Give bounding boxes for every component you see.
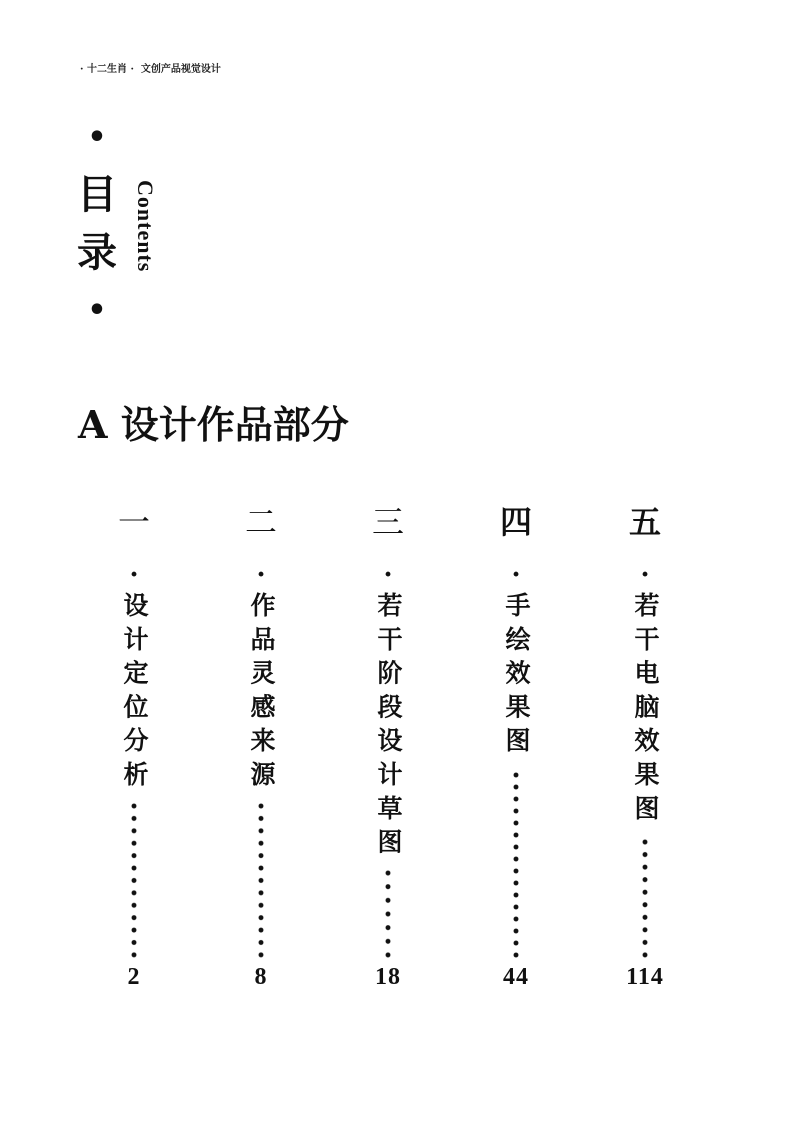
toc-entry-3 [358,0,418,1122]
toc-entry-page-number: 44 [503,964,529,990]
toc-title-english: Contents [133,180,158,273]
toc-entry-page-number: 8 [254,964,268,990]
toc-title-char-1: 目 [77,171,117,218]
toc-entry-5 [615,0,675,1122]
running-header: · 十二生肖 · 文创产品视觉设计 [80,64,221,75]
toc-entry-page-number: 114 [626,964,664,990]
toc-entry-title: 若干阶段设计草图 [374,592,403,863]
toc-entry-separator: · [640,560,650,590]
toc-entry-leader-dots [258,800,264,961]
toc-entry-4 [486,0,546,1122]
toc-entry-title: 作品灵感来源 [247,592,276,795]
toc-entry-title: 若干电脑效果图 [631,592,660,829]
toc-entry-page-number: 18 [375,964,401,990]
toc-entry-separator: · [383,560,393,590]
toc-entry-separator: · [256,560,266,590]
toc-entry-title: 设计定位分析 [120,592,149,795]
toc-entry-numeral: 四 [499,503,532,541]
toc-entry-leader-dots [513,769,519,961]
toc-entry-numeral: 一 [117,503,150,541]
toc-entry-numeral: 三 [371,503,404,541]
toc-entry-1 [104,0,164,1122]
toc-entry-leader-dots [385,867,391,961]
toc-bullet-bottom: • [87,293,107,328]
toc-entry-2 [231,0,291,1122]
section-heading: A 设计作品部分 [78,402,349,447]
toc-title-char-2: 录 [77,229,117,276]
toc-entry-numeral: 二 [244,503,277,541]
toc-entry-leader-dots [131,800,137,961]
toc-entry-separator: · [511,560,521,590]
toc-entry-page-number: 2 [127,964,141,990]
toc-entry-numeral: 五 [628,503,661,541]
toc-bullet-top: • [87,120,107,155]
toc-entry-leader-dots [642,836,648,961]
toc-entry-title: 手绘效果图 [502,592,531,761]
toc-entry-separator: · [129,560,139,590]
